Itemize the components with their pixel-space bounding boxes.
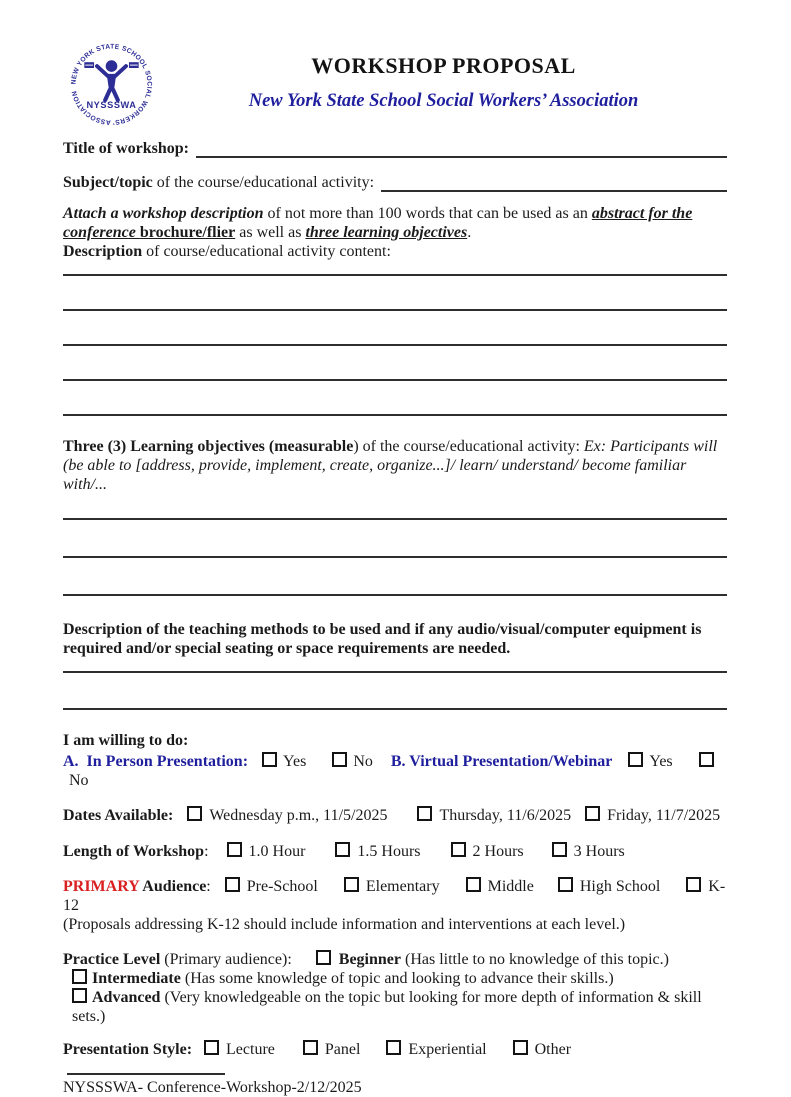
checkbox-date-wednesday[interactable] xyxy=(187,806,202,821)
org-subtitle: New York State School Social Workers’ Association xyxy=(248,91,639,111)
objectives-example: Ex: Participants will (be able to [address, provide, implement, create, organize...]/ learn/ understand/ become familiar with/... xyxy=(63,438,718,493)
attach-description-paragraph xyxy=(63,204,727,242)
checkbox-date-friday[interactable] xyxy=(585,806,600,821)
style-experiential-label: Experiential xyxy=(408,1041,487,1058)
date-friday-label: Friday, 11/7/2025 xyxy=(607,807,721,824)
description-rest: of course/educational activity content: xyxy=(142,243,391,260)
title-of-workshop-label: Title of workshop: xyxy=(63,140,189,157)
length-option-2 xyxy=(451,843,524,860)
checkbox-audience-k-12[interactable] xyxy=(686,877,701,892)
date-option-thursday xyxy=(417,807,571,824)
style-panel-label: Panel xyxy=(324,1041,361,1058)
subject-topic-label xyxy=(63,173,374,192)
willing-intro xyxy=(63,731,727,750)
checkbox-in-person-yes[interactable] xyxy=(262,752,277,767)
description-write-in-line-1[interactable] xyxy=(63,274,727,276)
practice-beginner-desc: (Has little to no knowledge of this topic.) xyxy=(401,951,669,968)
teaching-methods-paragraph xyxy=(63,620,727,658)
date-option-friday xyxy=(585,807,720,824)
audience-word: Audience xyxy=(139,878,207,895)
checkbox-length-2-hours[interactable] xyxy=(451,842,466,857)
date-wednesday-label: Wednesday p.m., 11/5/2025 xyxy=(209,807,388,824)
checkbox-in-person-no[interactable] xyxy=(332,752,347,767)
audience-k-12-label: K-12 xyxy=(63,878,726,914)
length-3-label: 3 Hours xyxy=(573,843,625,860)
checkbox-practice-intermediate[interactable] xyxy=(72,969,87,984)
virtual-label: B. Virtual Presentation/Webinar xyxy=(390,753,613,770)
audience-option-high-school xyxy=(558,878,660,895)
presentation-style-label: Presentation Style: xyxy=(63,1041,193,1058)
checkbox-audience-preschool[interactable] xyxy=(225,877,240,892)
person-icon xyxy=(84,60,138,100)
description-write-in-line-2[interactable] xyxy=(63,309,727,311)
title-of-workshop-row xyxy=(63,139,727,158)
style-other-write-in-line[interactable] xyxy=(67,1060,225,1075)
style-other-label: Other xyxy=(534,1041,572,1058)
in-person-no-label: No xyxy=(353,753,373,770)
audience-option-preschool xyxy=(225,878,318,895)
audience-option-elementary xyxy=(344,878,440,895)
description-bold: Description xyxy=(63,243,143,260)
practice-beginner-label: Beginner xyxy=(338,951,401,968)
audience-high-school-label: High School xyxy=(579,878,661,895)
primary-word: PRIMARY xyxy=(63,878,140,895)
checkbox-practice-advanced[interactable] xyxy=(72,988,87,1003)
objectives-write-in-line-2[interactable] xyxy=(63,556,727,558)
length-2-label: 2 Hours xyxy=(472,843,524,860)
length-option-1-0 xyxy=(227,843,306,860)
practice-advanced-desc: (Very knowledgeable on the topic but looking for more depth of information & skill sets.) xyxy=(72,989,702,1025)
practice-intermediate-label: Intermediate xyxy=(92,970,181,987)
subject-write-in-line[interactable] xyxy=(381,173,727,192)
checkbox-practice-beginner[interactable] xyxy=(316,950,331,965)
dates-available-row xyxy=(63,806,727,825)
description-write-in-line-3[interactable] xyxy=(63,344,727,346)
description-write-in-line-4[interactable] xyxy=(63,379,727,381)
teaching-methods-text: Description of the teaching methods to be used and if any audio/visual/computer equipment is required and/or special seating or space requirements are needed. xyxy=(63,621,702,657)
attach-run-6: three learning objectives xyxy=(305,224,468,241)
in-person-label: A. In Person Presentation: xyxy=(63,753,249,770)
objectives-write-in-line-3[interactable] xyxy=(63,594,727,596)
practice-level-rest: (Primary audience): xyxy=(160,951,292,968)
virtual-yes-label: Yes xyxy=(649,753,673,770)
checkbox-style-other[interactable] xyxy=(513,1040,528,1055)
checkbox-virtual-no[interactable] xyxy=(699,752,714,767)
audience-note: (Proposals addressing K-12 should include information and interventions at each level.) xyxy=(63,916,626,933)
checkbox-virtual-yes[interactable] xyxy=(628,752,643,767)
style-lecture-label: Lecture xyxy=(226,1041,275,1058)
style-option-experiential xyxy=(386,1041,486,1058)
objectives-rest: ) of the course/educational activity: xyxy=(353,438,584,455)
length-option-3 xyxy=(552,843,625,860)
description-write-in-line-5[interactable] xyxy=(63,414,727,416)
length-1-0-label: 1.0 Hour xyxy=(248,843,306,860)
length-colon: : xyxy=(204,843,209,860)
practice-intermediate-row xyxy=(63,969,727,988)
virtual-no-label: No xyxy=(69,772,89,789)
date-thursday-label: Thursday, 11/6/2025 xyxy=(439,807,572,824)
length-option-1-5 xyxy=(335,843,420,860)
checkbox-style-panel[interactable] xyxy=(303,1040,318,1055)
length-of-workshop-row xyxy=(63,842,727,861)
attach-run-5: as well as xyxy=(235,224,306,241)
dates-available-label: Dates Available: xyxy=(63,807,174,824)
objectives-write-in-line-1[interactable] xyxy=(63,518,727,520)
practice-advanced-label: Advanced xyxy=(92,989,161,1006)
length-label: Length of Workshop xyxy=(63,843,205,860)
style-option-other xyxy=(513,1041,571,1058)
subject-topic-row xyxy=(63,173,727,192)
checkbox-length-1-5-hours[interactable] xyxy=(335,842,350,857)
title-write-in-line[interactable] xyxy=(196,139,727,158)
page-title: WORKSHOP PROPOSAL xyxy=(311,53,576,78)
header-titles xyxy=(160,38,727,112)
audience-option-middle xyxy=(466,878,534,895)
practice-level-label: Practice Level xyxy=(63,951,161,968)
audience-middle-label: Middle xyxy=(487,878,534,895)
presentation-mode-row xyxy=(63,752,727,790)
style-option-panel xyxy=(303,1041,361,1058)
nyssswa-logo xyxy=(63,36,160,133)
practice-intermediate-desc: (Has some knowledge of topic and looking to advance their skills.) xyxy=(180,970,614,987)
audience-elementary-label: Elementary xyxy=(365,878,440,895)
willing-intro-text: I am willing to do: xyxy=(63,732,189,749)
learning-objectives-paragraph xyxy=(63,437,727,494)
checkbox-audience-elementary[interactable] xyxy=(344,877,359,892)
methods-write-in-line-2[interactable] xyxy=(63,708,727,710)
nyssswa-seal-icon xyxy=(63,36,160,133)
description-content-label xyxy=(63,242,727,261)
checkbox-style-lecture[interactable] xyxy=(204,1040,219,1055)
checkbox-length-1-0-hour[interactable] xyxy=(227,842,242,857)
methods-write-in-line-1[interactable] xyxy=(63,671,727,673)
length-1-5-label: 1.5 Hours xyxy=(357,843,421,860)
primary-audience-row xyxy=(63,877,727,915)
attach-run-2: of not more than 100 words that can be used as an xyxy=(263,205,592,222)
in-person-yes-label: Yes xyxy=(283,753,307,770)
attach-run-3: abstract for the conference xyxy=(63,205,693,241)
style-option-lecture xyxy=(204,1041,275,1058)
subject-topic-bold: Subject/topic xyxy=(63,174,153,191)
checkbox-style-experiential[interactable] xyxy=(386,1040,401,1055)
form-header xyxy=(63,38,727,133)
attach-run-7: . xyxy=(467,224,472,241)
footer-document-id: NYSSSWA- Conference-Workshop-2/12/2025 xyxy=(63,1079,362,1096)
objectives-bold: Three (3) Learning objectives (measurable xyxy=(63,438,354,455)
presentation-style-row xyxy=(63,1040,727,1078)
checkbox-audience-high-school[interactable] xyxy=(558,877,573,892)
attach-run-4: brochure/flier xyxy=(139,224,236,241)
date-option-wednesday xyxy=(187,807,387,824)
attach-run-1: Attach a workshop description xyxy=(63,205,264,222)
checkbox-date-thursday[interactable] xyxy=(417,806,432,821)
checkbox-audience-middle[interactable] xyxy=(466,877,481,892)
practice-level-row xyxy=(63,950,727,969)
subject-topic-rest: of the course/educational activity: xyxy=(152,174,375,191)
audience-preschool-label: Pre-School xyxy=(246,878,318,895)
logo-acronym: NYSSSWA xyxy=(86,99,137,110)
logo-ring-text: NEW YORK STATE SCHOOL SOCIAL WORKERS’ ASSOCIATION xyxy=(70,43,153,126)
practice-advanced-row xyxy=(63,988,727,1026)
audience-colon: : xyxy=(206,878,211,895)
checkbox-length-3-hours[interactable] xyxy=(552,842,567,857)
